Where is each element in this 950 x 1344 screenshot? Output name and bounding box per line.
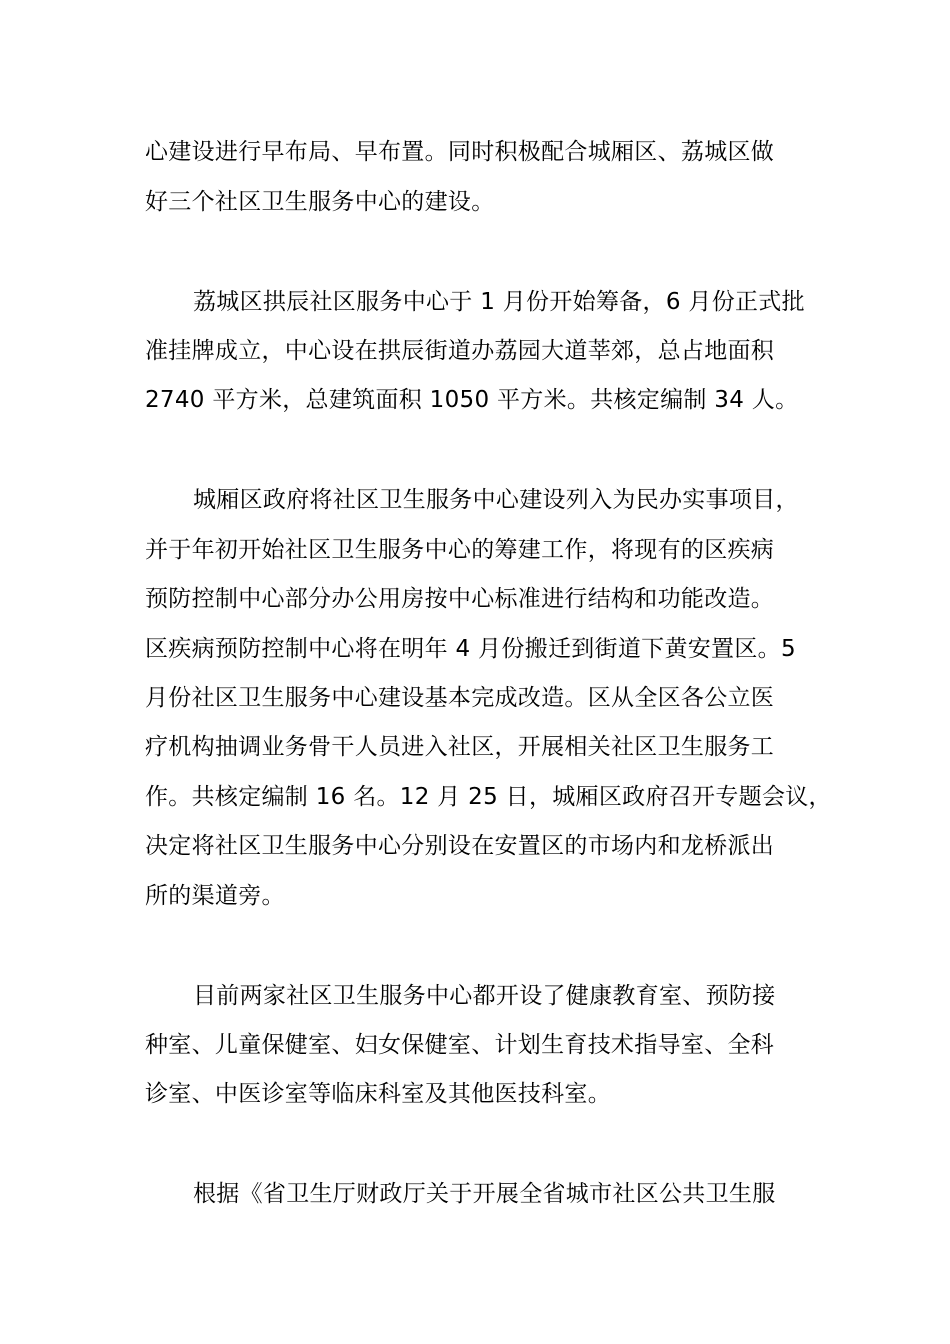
paragraph-4-line-1: 目前两家社区卫生服务中心都开设了健康教育室、预防接 [193,983,776,1009]
paragraph-3-line-7: 作。共核定编制 16 名。12 月 25 日，城厢区政府召开专题会议， [145,784,832,810]
paragraph-2-line-2: 准挂牌成立，中心设在拱辰街道办荔园大道莘郊，总占地面积 [145,338,775,364]
paragraph-4-line-2: 种室、儿童保健室、妇女保健室、计划生育技术指导室、全科 [145,1032,775,1058]
paragraph-3-line-2: 并于年初开始社区卫生服务中心的筹建工作，将现有的区疾病 [145,537,775,563]
paragraph-3-line-8: 决定将社区卫生服务中心分别设在安置区的市场内和龙桥派出 [145,833,775,859]
paragraph-4-line-3: 诊室、中医诊室等临床科室及其他医技科室。 [145,1081,611,1107]
paragraph-3-line-4: 区疾病预防控制中心将在明年 4 月份搬迁到街道下黄安置区。5 [145,636,796,662]
paragraph-2-line-1: 荔城区拱辰社区服务中心于 1 月份开始筹备，6 月份正式批 [193,289,805,315]
paragraph-3-line-1: 城厢区政府将社区卫生服务中心建设列入为民办实事项目， [193,487,799,513]
paragraph-3-line-9: 所的渠道旁。 [145,883,285,909]
paragraph-1-line-2: 好三个社区卫生服务中心的建设。 [145,189,495,215]
paragraph-3-line-5: 月份社区卫生服务中心建设基本完成改造。区从全区各公立医 [145,685,775,711]
paragraph-3-line-3: 预防控制中心部分办公用房按中心标准进行结构和功能改造。 [145,586,775,612]
paragraph-2-line-3: 2740 平方米，总建筑面积 1050 平方米。共核定编制 34 人。 [145,387,799,413]
paragraph-3-line-6: 疗机构抽调业务骨干人员进入社区，开展相关社区卫生服务工 [145,734,775,760]
paragraph-1-line-1: 心建设进行早布局、早布置。同时积极配合城厢区、荔城区做 [145,139,775,165]
paragraph-5-line-1: 根据《省卫生厅财政厅关于开展全省城市社区公共卫生服 [193,1181,776,1207]
